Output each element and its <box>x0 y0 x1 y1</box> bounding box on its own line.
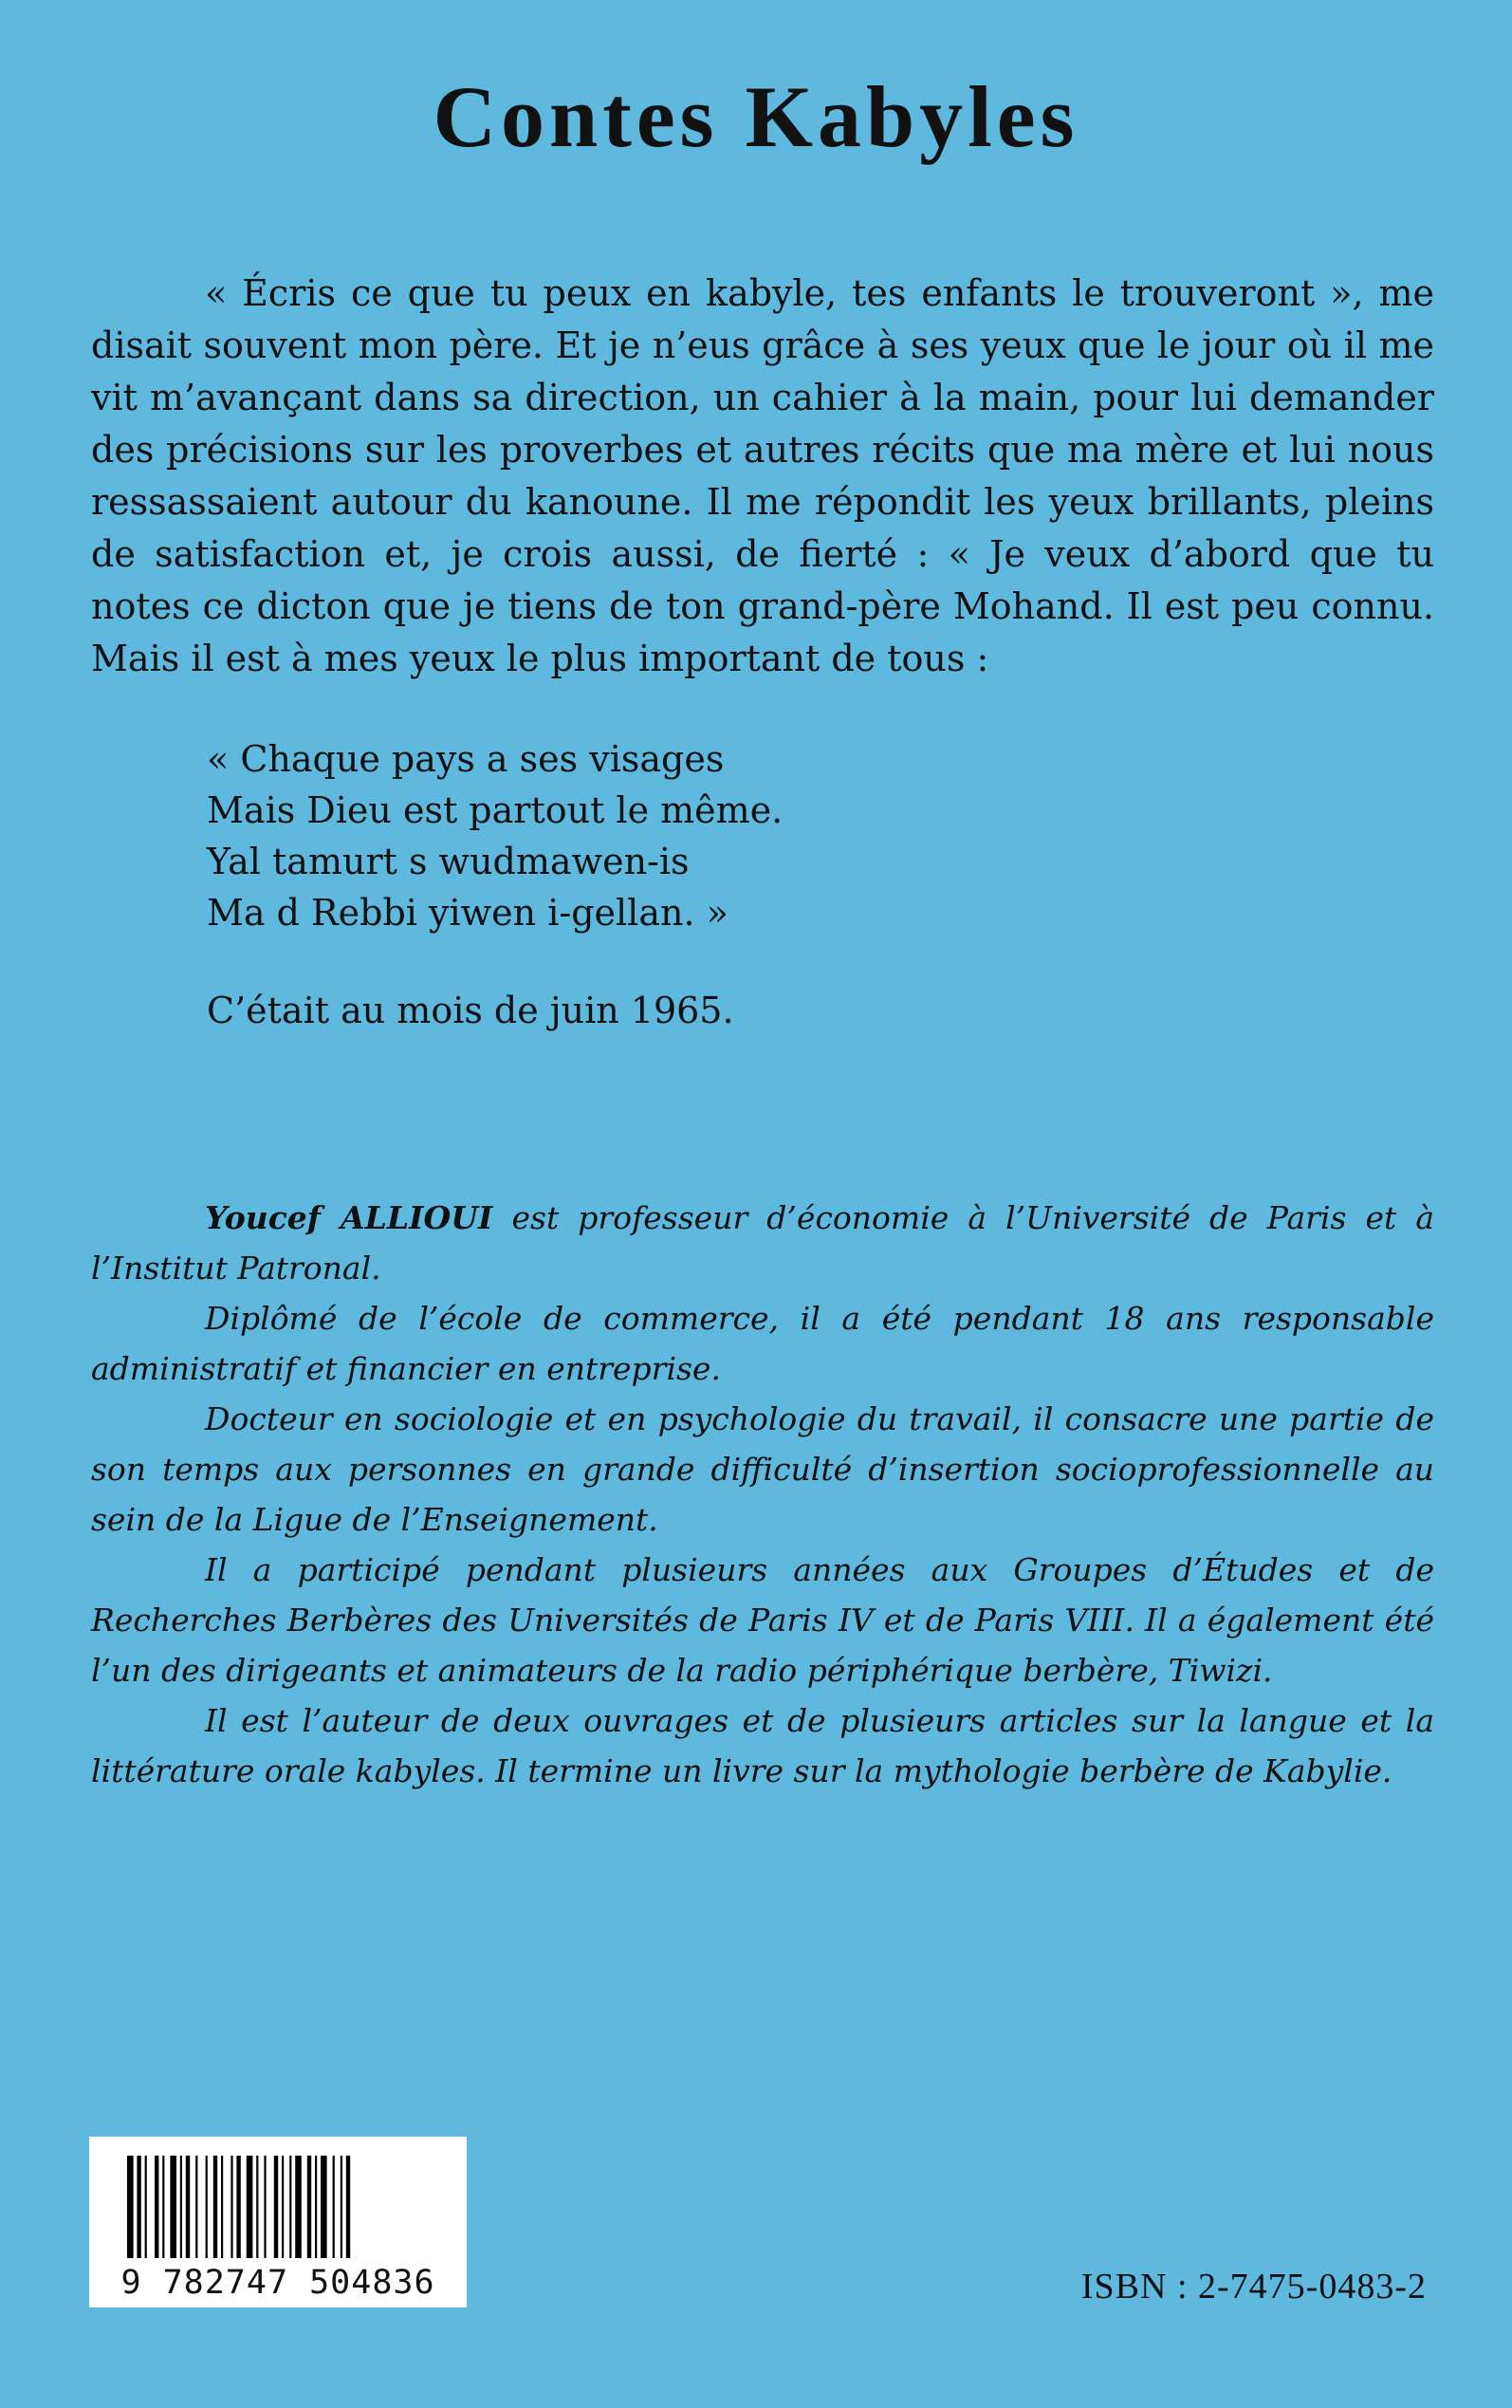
barcode-bar <box>321 2156 327 2258</box>
bio-paragraph: Il est l’auteur de deux ouvrages et de plusieurs articles sur la langue et la littérature orale kabyles. Il termine un livre sur la mythologie berbère de Kabylie. <box>91 1702 1434 1789</box>
barcode-bar <box>221 2156 223 2258</box>
barcode-bar <box>256 2156 258 2258</box>
bio-paragraph: Diplômé de l’école de commerce, il a été pendant 18 ans responsable administratif et financier en entreprise. <box>91 1300 1434 1387</box>
barcode-bar <box>162 2156 164 2258</box>
barcode-bar <box>145 2156 147 2258</box>
barcode-bar <box>186 2156 190 2258</box>
poem-line: Mais Dieu est partout le même. <box>207 789 784 831</box>
barcode-digits: 9 782747 504836 <box>120 2264 435 2302</box>
isbn-label: ISBN : 2-7475-0483-2 <box>1080 2267 1427 2306</box>
date-line: C’était au mois de juin 1965. <box>207 990 734 1031</box>
intro-paragraph: « Écris ce que tu peux en kabyle, tes enfants le trouveront », me disait souvent mon père. Et je n’eus grâce à ses yeux que le jour où il me vit m’avançant dans sa direction, un cahier à la main, pour lui demander des précisions sur les proverbes et autres récits que ma mère et lui nous ressassaient autour du kanoune. Il me répondit les yeux brillants, pleins de satisfaction et, je crois aussi, de fierté : « Je veux d’abord que tu notes ce dicton que je tiens de ton grand-père Mohand. Il est peu connu. Mais il est à mes yeux le plus important de tous : <box>91 272 1434 679</box>
author-bio <box>91 1193 1434 1796</box>
barcode-bar <box>307 2156 311 2258</box>
barcode-bar <box>346 2156 350 2258</box>
book-title: Contes Kabyles <box>433 68 1079 165</box>
bio-paragraph: Il a participé pendant plusieurs années aux Groupes d’Études et de Recherches Berbères des Universités de Paris IV et de Paris VIII. Il a également été l’un des dirigeants et animateurs de la radio périphérique berbère, Tiwizi. <box>91 1551 1434 1689</box>
poem-line: Yal tamurt s wudmawen-is <box>207 841 690 882</box>
bio-paragraph: Docteur en sociologie et en psychologie du travail, il consacre une partie de son temps aux personnes en grande difficulté d’insertion socioprofessionnelle au sein de la Ligue de l’Enseignement. <box>91 1400 1434 1538</box>
intro-text <box>91 268 1434 685</box>
bio-first-rest: est professeur d’économie à l’Université de Paris et à l’Institut Patronal. <box>91 1199 1435 1287</box>
barcode-bar <box>195 2156 197 2258</box>
barcode-bar <box>274 2156 278 2258</box>
barcode-bar <box>137 2156 140 2258</box>
barcode-bar <box>333 2156 335 2258</box>
barcode-bar <box>170 2156 176 2258</box>
barcode-bar <box>236 2156 240 2258</box>
bio-paragraph <box>91 1193 1434 1293</box>
poem-line: « Chaque pays a ses visages <box>207 738 725 780</box>
barcode <box>89 2137 467 2307</box>
barcode-bar <box>213 2156 217 2258</box>
author-name: Youcef ALLIOUI <box>205 1199 493 1236</box>
proverb-poem <box>207 733 783 938</box>
barcode-bar <box>315 2156 317 2258</box>
barcode-bar <box>264 2156 266 2258</box>
barcode-bar <box>127 2156 134 2258</box>
barcode-bar <box>289 2156 291 2258</box>
barcode-bar <box>206 2156 208 2258</box>
barcode-bar <box>180 2156 182 2258</box>
barcode-bar <box>247 2156 253 2258</box>
barcode-bar <box>230 2156 232 2258</box>
barcode-bar <box>155 2156 158 2258</box>
barcode-bar <box>282 2156 284 2258</box>
poem-line: Ma d Rebbi yiwen i-gellan. » <box>207 892 728 934</box>
barcode-bar <box>341 2156 342 2258</box>
barcode-bar <box>295 2156 302 2258</box>
